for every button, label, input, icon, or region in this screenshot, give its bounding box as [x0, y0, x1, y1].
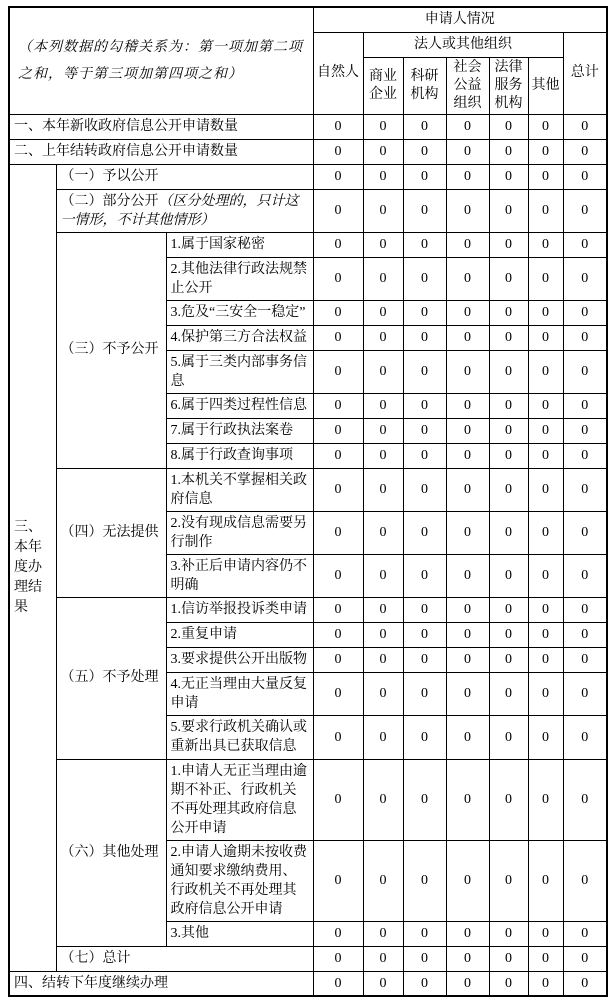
value-cell: 0: [403, 971, 446, 996]
value-cell: 0: [489, 232, 528, 257]
value-cell: 0: [528, 921, 563, 946]
value-cell: 0: [403, 114, 446, 139]
value-cell: 0: [313, 139, 363, 164]
value-cell: 0: [489, 672, 528, 715]
value-cell: 0: [363, 622, 403, 647]
value-cell: 0: [563, 647, 607, 672]
value-cell: 0: [563, 443, 607, 468]
group-not-disclosed: （三）不予公开: [56, 232, 166, 468]
group-other-handling: （六）其他处理: [56, 759, 166, 946]
value-cell: 0: [363, 300, 403, 325]
value-cell: 0: [489, 647, 528, 672]
value-cell: 0: [528, 759, 563, 840]
value-cell: 0: [446, 921, 489, 946]
value-cell: 0: [528, 554, 563, 597]
value-cell: 0: [363, 759, 403, 840]
value-cell: 0: [563, 921, 607, 946]
value-cell: 0: [363, 325, 403, 350]
value-cell: 0: [489, 189, 528, 232]
value-cell: 0: [363, 554, 403, 597]
value-cell: 0: [528, 232, 563, 257]
value-cell: 0: [403, 189, 446, 232]
value-cell: 0: [403, 840, 446, 921]
row-label: 5.要求行政机关确认或重新出具已获取信息: [166, 715, 313, 759]
value-cell: 0: [446, 257, 489, 300]
group-unable-to-provide: （四）无法提供: [56, 468, 166, 597]
value-cell: 0: [313, 971, 363, 996]
row-label: （一）予以公开: [56, 164, 313, 189]
value-cell: 0: [489, 554, 528, 597]
value-cell: 0: [403, 597, 446, 622]
value-cell: 0: [363, 672, 403, 715]
value-cell: 0: [446, 418, 489, 443]
value-cell: 0: [446, 715, 489, 759]
value-cell: 0: [363, 921, 403, 946]
value-cell: 0: [528, 300, 563, 325]
row-label: 7.属于行政执法案卷: [166, 418, 313, 443]
value-cell: 0: [528, 443, 563, 468]
value-cell: 0: [563, 597, 607, 622]
value-cell: 0: [563, 189, 607, 232]
value-cell: 0: [563, 554, 607, 597]
value-cell: 0: [363, 597, 403, 622]
value-cell: 0: [313, 597, 363, 622]
value-cell: 0: [403, 418, 446, 443]
value-cell: 0: [313, 946, 363, 971]
value-cell: 0: [363, 418, 403, 443]
value-cell: 0: [313, 554, 363, 597]
value-cell: 0: [313, 325, 363, 350]
value-cell: 0: [528, 164, 563, 189]
value-cell: 0: [528, 325, 563, 350]
value-cell: 0: [489, 443, 528, 468]
row-label: 1.本机关不掌握相关政府信息: [166, 468, 313, 511]
value-cell: 0: [403, 511, 446, 554]
value-cell: 0: [446, 393, 489, 418]
value-cell: 0: [528, 840, 563, 921]
value-cell: 0: [363, 189, 403, 232]
row-label: （七）总计: [56, 946, 313, 971]
header-natural-person: 自然人: [313, 32, 363, 114]
value-cell: 0: [489, 759, 528, 840]
row-label: [56, 189, 313, 232]
row-label-text: （二）部分公开: [60, 193, 159, 209]
section-annual-results: 三、本年度办理结果: [9, 164, 56, 971]
header-social-welfare-org: 社会公益组织: [446, 57, 489, 114]
value-cell: 0: [489, 418, 528, 443]
value-cell: 0: [563, 139, 607, 164]
value-cell: 0: [363, 840, 403, 921]
value-cell: 0: [313, 921, 363, 946]
value-cell: 0: [563, 971, 607, 996]
value-cell: 0: [528, 647, 563, 672]
value-cell: 0: [403, 393, 446, 418]
value-cell: 0: [446, 139, 489, 164]
value-cell: 0: [489, 325, 528, 350]
row-label: 3.补正后申请内容仍不明确: [166, 554, 313, 597]
value-cell: 0: [446, 468, 489, 511]
value-cell: 0: [403, 921, 446, 946]
value-cell: 0: [403, 622, 446, 647]
row-label: 8.属于行政查询事项: [166, 443, 313, 468]
value-cell: 0: [489, 715, 528, 759]
value-cell: 0: [313, 114, 363, 139]
value-cell: 0: [403, 325, 446, 350]
value-cell: 0: [563, 393, 607, 418]
value-cell: 0: [563, 114, 607, 139]
value-cell: 0: [363, 468, 403, 511]
value-cell: 0: [313, 647, 363, 672]
value-cell: 0: [563, 468, 607, 511]
value-cell: 0: [528, 597, 563, 622]
value-cell: 0: [528, 139, 563, 164]
value-cell: 0: [563, 622, 607, 647]
value-cell: 0: [446, 189, 489, 232]
value-cell: 0: [528, 114, 563, 139]
row-label: 1.申请人无正当理由逾期不补正、行政机关不再处理其政府信息公开申请: [166, 759, 313, 840]
value-cell: 0: [563, 164, 607, 189]
value-cell: 0: [446, 622, 489, 647]
value-cell: 0: [489, 921, 528, 946]
header-total: 总计: [563, 32, 607, 114]
value-cell: 0: [489, 971, 528, 996]
row-label: 3.其他: [166, 921, 313, 946]
row-label: 3.危及“三安全一稳定”: [166, 300, 313, 325]
row-label: 5.属于三类内部事务信息: [166, 350, 313, 393]
value-cell: 0: [313, 840, 363, 921]
row-label: 4.保护第三方合法权益: [166, 325, 313, 350]
value-cell: 0: [563, 257, 607, 300]
value-cell: 0: [446, 164, 489, 189]
value-cell: 0: [313, 715, 363, 759]
value-cell: 0: [403, 468, 446, 511]
value-cell: 0: [403, 139, 446, 164]
value-cell: 0: [403, 759, 446, 840]
row-label: 2.没有现成信息需要另行制作: [166, 511, 313, 554]
value-cell: 0: [489, 393, 528, 418]
header-commercial-enterprise: 商业企业: [363, 57, 403, 114]
value-cell: 0: [489, 164, 528, 189]
header-research-institution: 科研机构: [403, 57, 446, 114]
row-label: 一、本年新收政府信息公开申请数量: [9, 114, 313, 139]
value-cell: 0: [313, 759, 363, 840]
value-cell: 0: [363, 443, 403, 468]
value-cell: 0: [563, 350, 607, 393]
value-cell: 0: [313, 622, 363, 647]
value-cell: 0: [528, 257, 563, 300]
value-cell: 0: [446, 672, 489, 715]
value-cell: 0: [403, 300, 446, 325]
row-label: 6.属于四类过程性信息: [166, 393, 313, 418]
value-cell: 0: [446, 840, 489, 921]
value-cell: 0: [528, 971, 563, 996]
value-cell: 0: [403, 257, 446, 300]
value-cell: 0: [403, 443, 446, 468]
value-cell: 0: [313, 257, 363, 300]
value-cell: 0: [403, 647, 446, 672]
value-cell: 0: [313, 350, 363, 393]
header-other: 其他: [528, 57, 563, 114]
value-cell: 0: [446, 325, 489, 350]
value-cell: 0: [563, 672, 607, 715]
value-cell: 0: [446, 759, 489, 840]
value-cell: 0: [363, 257, 403, 300]
value-cell: 0: [313, 468, 363, 511]
value-cell: 0: [489, 468, 528, 511]
value-cell: 0: [489, 114, 528, 139]
value-cell: 0: [403, 672, 446, 715]
value-cell: 0: [446, 597, 489, 622]
value-cell: 0: [403, 715, 446, 759]
value-cell: 0: [313, 511, 363, 554]
value-cell: 0: [363, 511, 403, 554]
value-cell: 0: [363, 971, 403, 996]
value-cell: 0: [528, 622, 563, 647]
value-cell: 0: [446, 971, 489, 996]
value-cell: 0: [563, 232, 607, 257]
value-cell: 0: [489, 511, 528, 554]
row-label: 四、结转下年度继续办理: [9, 971, 313, 996]
group-not-processed: （五）不予处理: [56, 597, 166, 759]
value-cell: 0: [446, 232, 489, 257]
value-cell: 0: [446, 443, 489, 468]
row-label: 4.无正当理由大量反复申请: [166, 672, 313, 715]
value-cell: 0: [528, 418, 563, 443]
value-cell: 0: [563, 325, 607, 350]
reconciliation-note: （本列数据的勾稽关系为：第一项加第二项之和，等于第三项加第四项之和）: [9, 7, 313, 114]
value-cell: 0: [363, 393, 403, 418]
value-cell: 0: [528, 672, 563, 715]
value-cell: 0: [489, 300, 528, 325]
value-cell: 0: [313, 164, 363, 189]
row-label: 2.其他法律行政法规禁止公开: [166, 257, 313, 300]
value-cell: 0: [446, 350, 489, 393]
value-cell: 0: [363, 164, 403, 189]
value-cell: 0: [528, 511, 563, 554]
value-cell: 0: [528, 393, 563, 418]
row-label: 2.申请人逾期未按收费通知要求缴纳费用、行政机关不再处理其政府信息公开申请: [166, 840, 313, 921]
value-cell: 0: [446, 300, 489, 325]
value-cell: 0: [313, 443, 363, 468]
value-cell: 0: [563, 759, 607, 840]
value-cell: 0: [528, 715, 563, 759]
value-cell: 0: [528, 946, 563, 971]
header-applicant-status: 申请人情况: [313, 7, 607, 32]
gov-info-applications-table: [8, 6, 608, 997]
value-cell: 0: [489, 622, 528, 647]
value-cell: 0: [446, 647, 489, 672]
value-cell: 0: [363, 350, 403, 393]
value-cell: 0: [363, 114, 403, 139]
value-cell: 0: [489, 840, 528, 921]
value-cell: 0: [489, 946, 528, 971]
row-label: 1.属于国家秘密: [166, 232, 313, 257]
value-cell: 0: [313, 672, 363, 715]
row-label: 3.要求提供公开出版物: [166, 647, 313, 672]
value-cell: 0: [446, 511, 489, 554]
value-cell: 0: [446, 946, 489, 971]
value-cell: 0: [403, 232, 446, 257]
value-cell: 0: [363, 647, 403, 672]
value-cell: 0: [403, 164, 446, 189]
value-cell: 0: [528, 468, 563, 511]
value-cell: 0: [313, 418, 363, 443]
row-label: 2.重复申请: [166, 622, 313, 647]
value-cell: 0: [403, 350, 446, 393]
value-cell: 0: [313, 300, 363, 325]
value-cell: 0: [489, 139, 528, 164]
value-cell: 0: [403, 554, 446, 597]
header-legal-or-other-org: 法人或其他组织: [363, 32, 563, 57]
value-cell: 0: [313, 189, 363, 232]
row-label: 1.信访举报投诉类申请: [166, 597, 313, 622]
row-label-note: （区分处理的，只计这一情形，不计其他情形）: [60, 193, 299, 228]
value-cell: 0: [313, 232, 363, 257]
row-label: 二、上年结转政府信息公开申请数量: [9, 139, 313, 164]
value-cell: 0: [313, 393, 363, 418]
value-cell: 0: [363, 139, 403, 164]
value-cell: 0: [446, 114, 489, 139]
value-cell: 0: [363, 946, 403, 971]
value-cell: 0: [563, 300, 607, 325]
value-cell: 0: [489, 350, 528, 393]
value-cell: 0: [489, 257, 528, 300]
value-cell: 0: [563, 840, 607, 921]
value-cell: 0: [446, 554, 489, 597]
value-cell: 0: [563, 418, 607, 443]
value-cell: 0: [563, 715, 607, 759]
value-cell: 0: [403, 946, 446, 971]
value-cell: 0: [563, 946, 607, 971]
header-legal-service-org: 法律服务机构: [489, 57, 528, 114]
value-cell: 0: [363, 232, 403, 257]
value-cell: 0: [363, 715, 403, 759]
value-cell: 0: [528, 189, 563, 232]
value-cell: 0: [563, 511, 607, 554]
value-cell: 0: [489, 597, 528, 622]
value-cell: 0: [528, 350, 563, 393]
